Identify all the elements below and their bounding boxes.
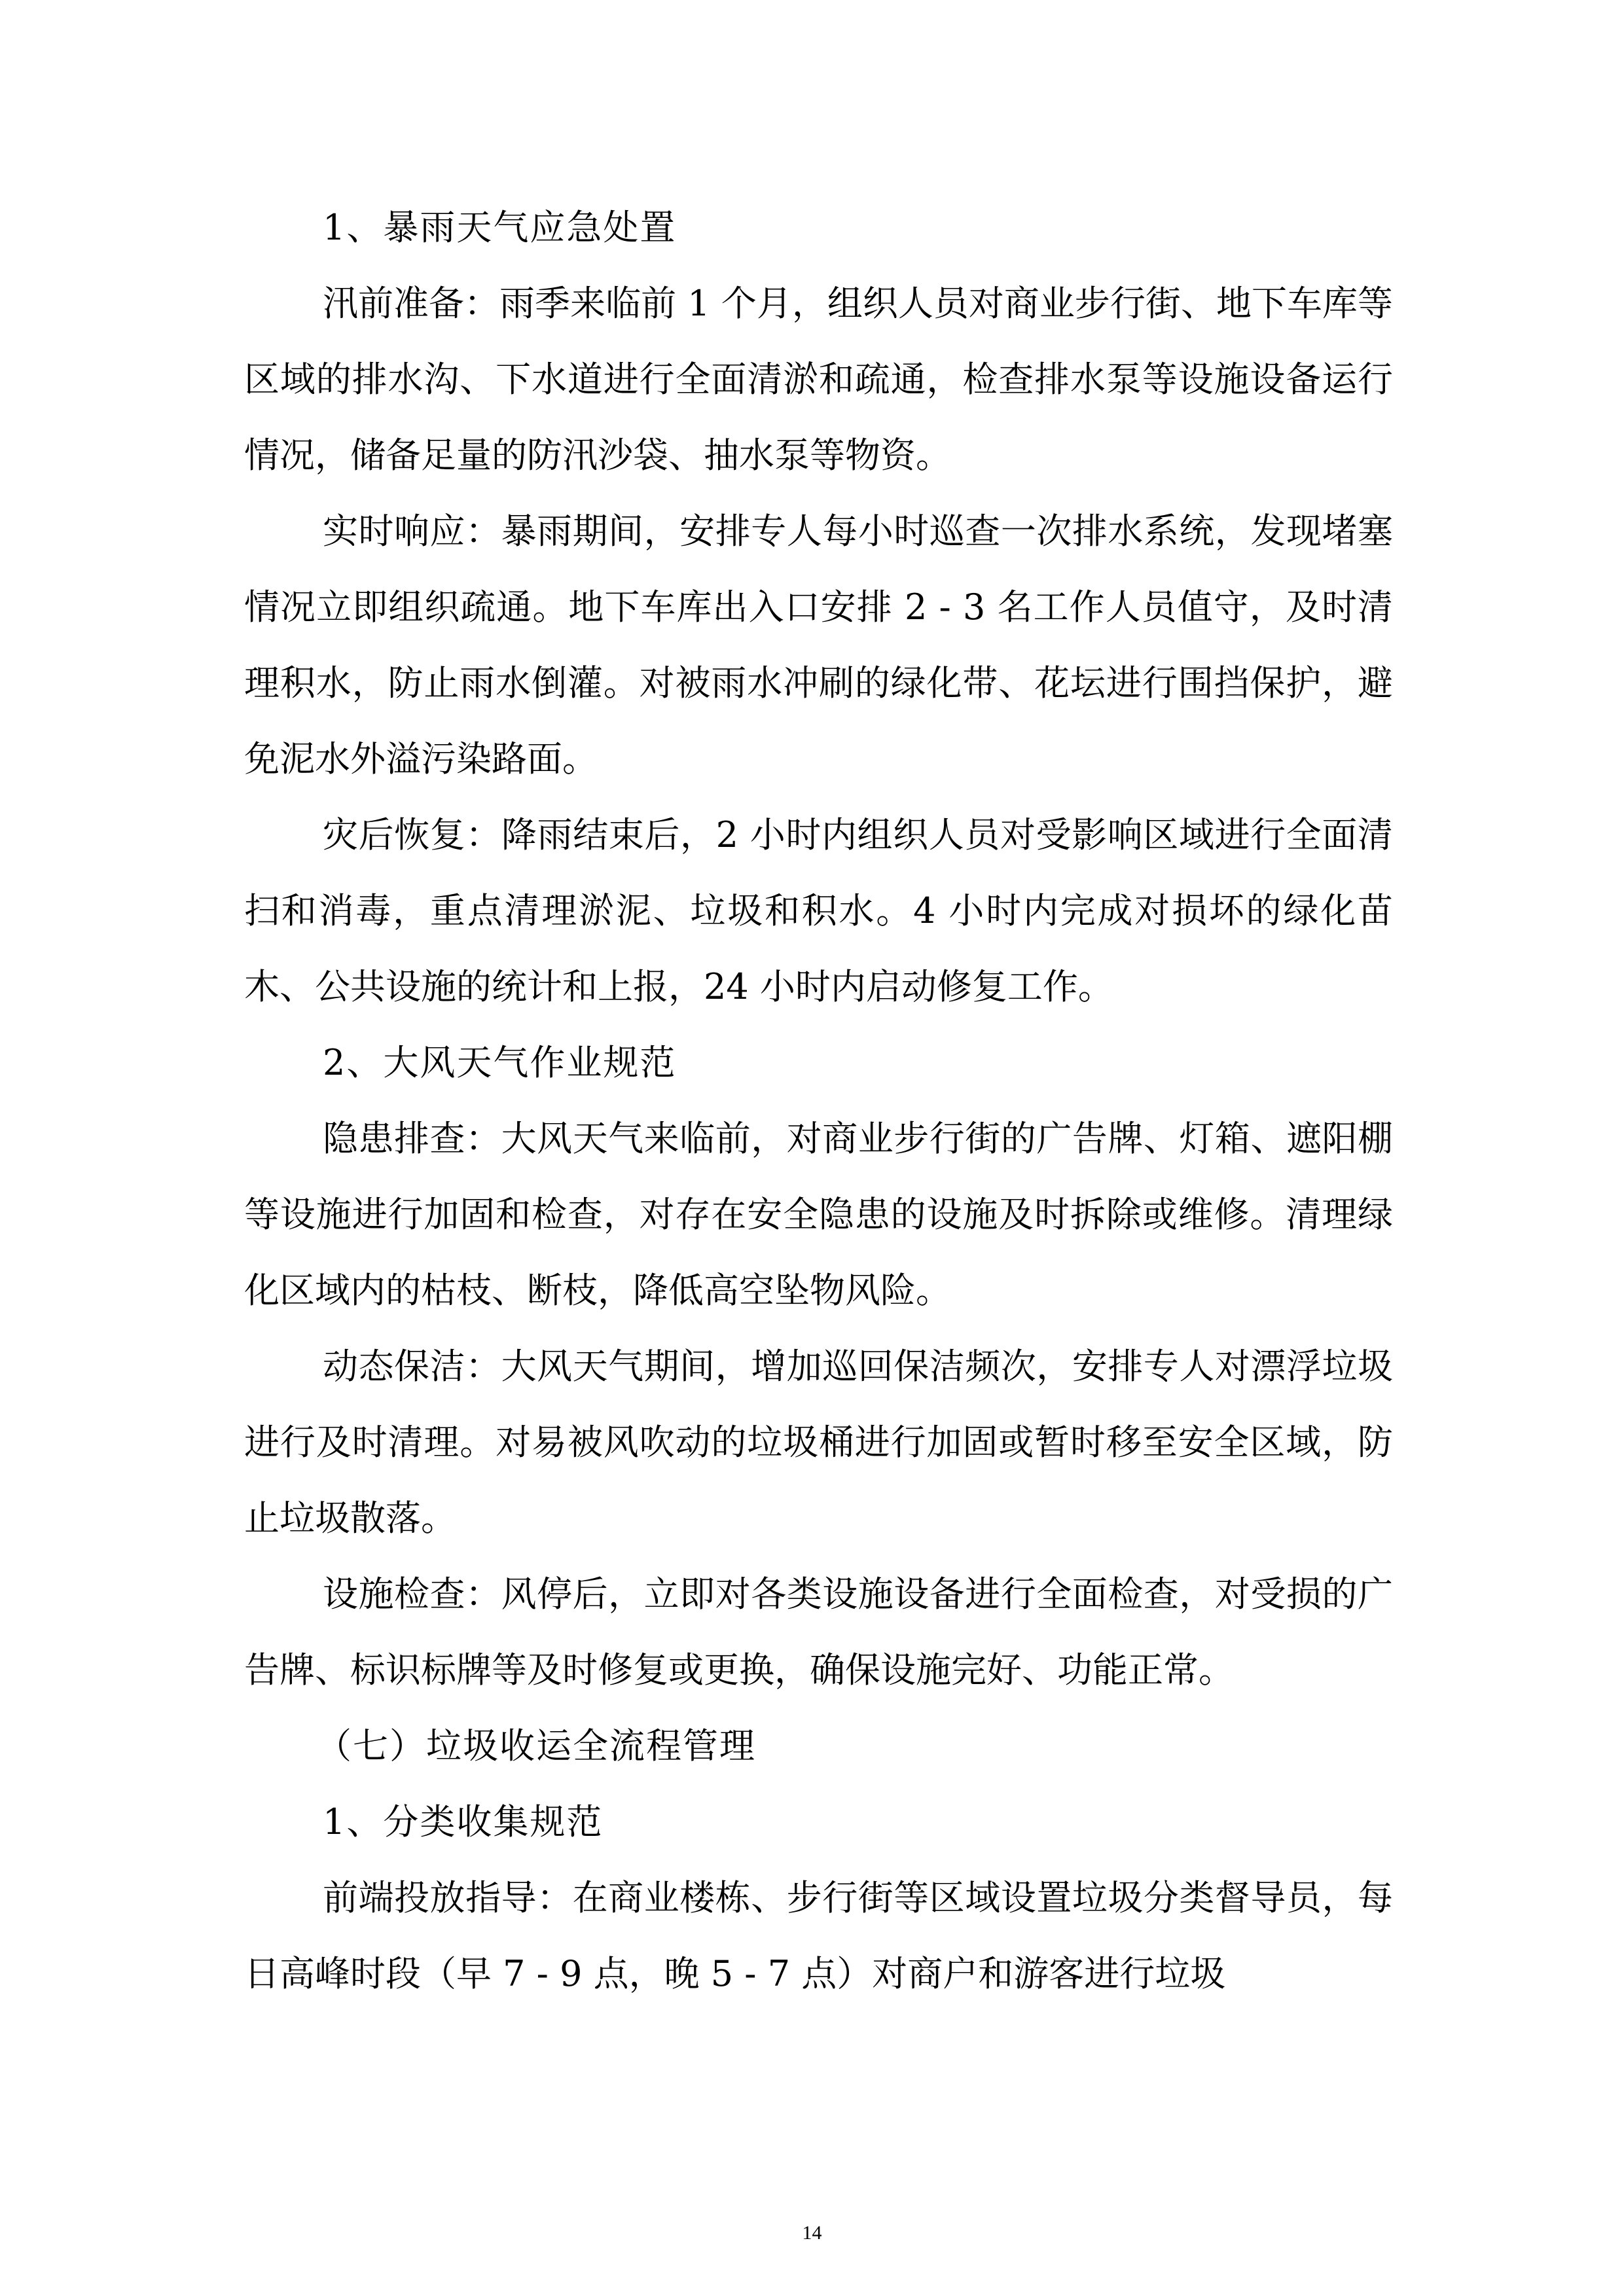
paragraph-facility-check: 设施检查：风停后，立即对各类设施设备进行全面检查，对受损的广告牌、标识标牌等及时修复或更换，确保设施完好、功能正常。	[244, 1573, 1393, 1691]
paragraph-hazard-inspection: 隐患排查：大风天气来临前，对商业步行街的广告牌、灯箱、遮阳棚等设施进行加固和检查，对存在安全隐患的设施及时拆除或维修。清理绿化区域内的枯枝、断枝，降低高空坠物风险。	[244, 1118, 1393, 1311]
section-heading-garbage-management: （七）垃圾收运全流程管理	[316, 1725, 756, 1767]
heading-classified-collection: 1、分类收集规范	[323, 1801, 604, 1842]
paragraph-post-disaster-recovery: 灾后恢复：降雨结束后，2 小时内组织人员对受影响区域进行全面清扫和消毒，重点清理淤泥、垃圾和积水。4 小时内完成对损坏的绿化苗木、公共设施的统计和上报，24 小时内启动修复工作。	[244, 814, 1393, 1007]
heading-rainstorm: 1、暴雨天气应急处置	[323, 207, 677, 248]
heading-strong-wind: 2、大风天气作业规范	[323, 1042, 677, 1083]
page-number: 14	[802, 2222, 822, 2244]
paragraph-flood-preparation: 汛前准备：雨季来临前 1 个月，组织人员对商业步行街、地下车库等区域的排水沟、下水道进行全面清淤和疏通，检查排水泵等设施设备运行情况，储备足量的防汛沙袋、抽水泵等物资。	[244, 283, 1393, 476]
paragraph-front-end-guidance: 前端投放指导：在商业楼栋、步行街等区域设置垃圾分类督导员，每日高峰时段（早 7 - 9 点，晚 5 - 7 点）对商户和游客进行垃圾	[244, 1877, 1393, 1994]
paragraph-dynamic-cleaning: 动态保洁：大风天气期间，增加巡回保洁频次，安排专人对漂浮垃圾进行及时清理。对易被风吹动的垃圾桶进行加固或暂时移至安全区域，防止垃圾散落。	[244, 1346, 1393, 1539]
paragraph-realtime-response: 实时响应：暴雨期间，安排专人每小时巡查一次排水系统，发现堵塞情况立即组织疏通。地下车库出入口安排 2 - 3 名工作人员值守，及时清理积水，防止雨水倒灌。对被雨水冲刷的绿化带、花坛进行围挡保护，避免泥水外溢污染路面。	[244, 511, 1393, 780]
